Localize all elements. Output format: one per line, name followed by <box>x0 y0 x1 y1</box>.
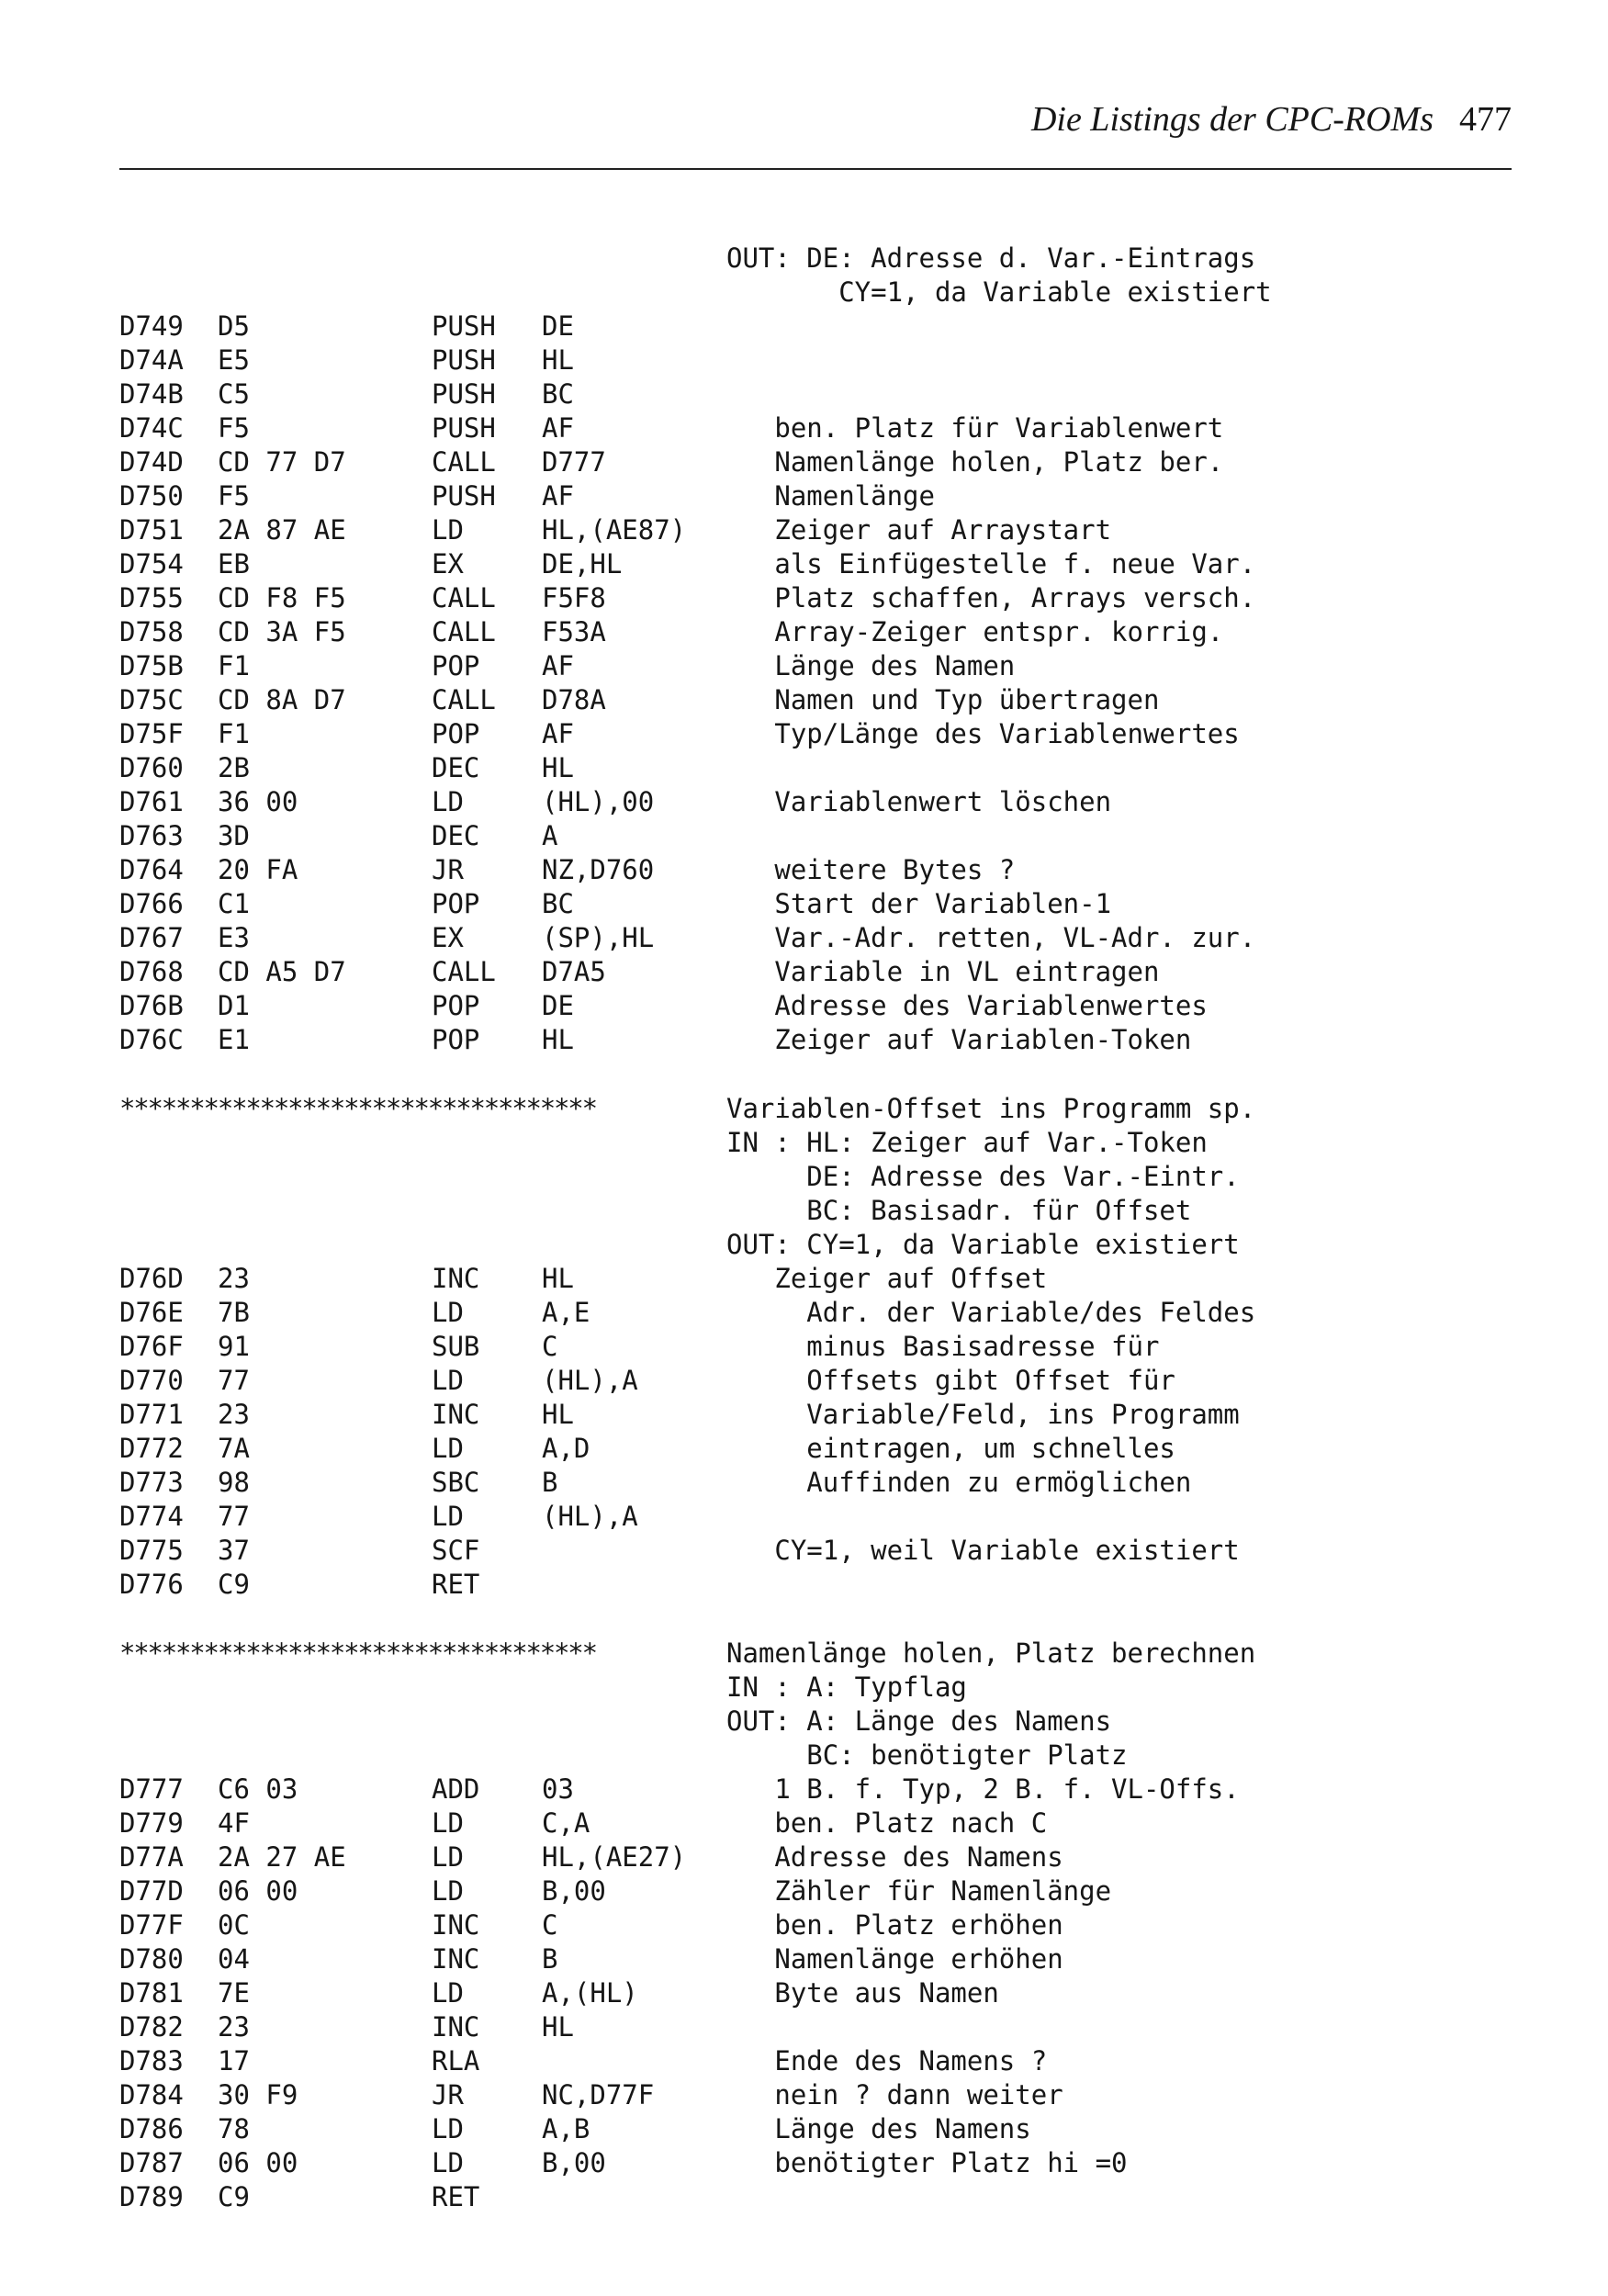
comment: OUT: CY=1, da Variable existiert <box>726 1229 1240 1260</box>
comment: CY=1, weil Variable existiert <box>726 1535 1240 1566</box>
hex-bytes: 04 <box>218 1943 250 1975</box>
mnemonic: LD <box>432 1365 464 1396</box>
listing-row <box>119 1330 1515 1364</box>
address: D782 <box>119 2011 184 2043</box>
listing-row <box>119 785 1515 819</box>
mnemonic: SUB <box>432 1331 480 1362</box>
operand: F5F8 <box>542 582 606 613</box>
comment: Variablenwert löschen <box>726 786 1112 817</box>
address: D74B <box>119 378 184 410</box>
comment: Byte aus Namen <box>726 1977 999 2009</box>
listing-row <box>119 276 1515 310</box>
comment: Offsets gibt Offset für <box>726 1365 1175 1396</box>
hex-bytes: 7A <box>218 1433 250 1464</box>
address: D770 <box>119 1365 184 1396</box>
address: D763 <box>119 820 184 851</box>
mnemonic: POP <box>432 990 480 1021</box>
listing-row <box>119 1739 1515 1773</box>
operand: B,00 <box>542 2147 606 2178</box>
listing-row <box>119 445 1515 479</box>
hex-bytes: C9 <box>218 2181 250 2212</box>
comment: Ende des Namens ? <box>726 2045 1048 2077</box>
listing-row <box>119 1568 1515 1602</box>
mnemonic: PUSH <box>432 344 496 376</box>
listing-row <box>119 1773 1515 1806</box>
hex-bytes: 2B <box>218 752 250 783</box>
address: D768 <box>119 956 184 987</box>
address: D751 <box>119 514 184 546</box>
address: D760 <box>119 752 184 783</box>
mnemonic: EX <box>432 922 464 953</box>
hex-bytes: F5 <box>218 480 250 512</box>
hex-bytes: F1 <box>218 718 250 749</box>
listing-row <box>119 1194 1515 1228</box>
comment: OUT: A: Länge des Namens <box>726 1705 1112 1737</box>
listing-row <box>119 377 1515 411</box>
comment: IN : A: Typflag <box>726 1671 967 1703</box>
mnemonic: LD <box>432 786 464 817</box>
listing-row <box>119 411 1515 445</box>
comment: als Einfügestelle f. neue Var. <box>726 548 1256 580</box>
address: D77A <box>119 1841 184 1873</box>
comment: Variablen-Offset ins Programm sp. <box>726 1093 1256 1124</box>
operand: B,00 <box>542 1875 606 1907</box>
mnemonic: POP <box>432 650 480 681</box>
hex-bytes: 2A 87 AE <box>218 514 346 546</box>
comment: BC: Basisadr. für Offset <box>726 1195 1192 1226</box>
section-header-row <box>119 1092 1515 1126</box>
mnemonic: LD <box>432 514 464 546</box>
listing-row <box>119 513 1515 547</box>
address: D779 <box>119 1807 184 1839</box>
mnemonic: PUSH <box>432 480 496 512</box>
operand: DE <box>542 990 574 1021</box>
listing-row <box>119 2078 1515 2112</box>
operand: C,A <box>542 1807 590 1839</box>
listing-row <box>119 242 1515 276</box>
comment: Adresse des Namens <box>726 1841 1063 1873</box>
hex-bytes: 06 00 <box>218 2147 298 2178</box>
comment: Adr. der Variable/des Feldes <box>726 1297 1256 1328</box>
comment: Länge des Namen <box>726 650 1016 681</box>
comment: Namenlänge holen, Platz ber. <box>726 446 1224 478</box>
hex-bytes: 23 <box>218 2011 250 2043</box>
header-rule <box>119 168 1512 170</box>
mnemonic: INC <box>432 1399 480 1430</box>
listing-row <box>119 887 1515 921</box>
address: D75B <box>119 650 184 681</box>
mnemonic: INC <box>432 2011 480 2043</box>
listing-row <box>119 2146 1515 2180</box>
comment: Variable in VL eintragen <box>726 956 1160 987</box>
address: D766 <box>119 888 184 919</box>
listing-row <box>119 683 1515 717</box>
mnemonic: RLA <box>432 2045 480 2077</box>
operand: C <box>542 1331 558 1362</box>
address: D772 <box>119 1433 184 1464</box>
address: D787 <box>119 2147 184 2178</box>
comment: Variable/Feld, ins Programm <box>726 1399 1240 1430</box>
mnemonic: RET <box>432 2181 480 2212</box>
hex-bytes: CD 8A D7 <box>218 684 346 715</box>
comment: Zeiger auf Arraystart <box>726 514 1112 546</box>
operand: C <box>542 1909 558 1941</box>
hex-bytes: 7E <box>218 1977 250 2009</box>
comment: DE: Adresse des Var.-Eintr. <box>726 1161 1240 1192</box>
mnemonic: RET <box>432 1569 480 1600</box>
mnemonic: JR <box>432 854 464 885</box>
address: D761 <box>119 786 184 817</box>
page-number: 477 <box>1459 100 1512 139</box>
listing-row <box>119 1942 1515 1976</box>
mnemonic: LD <box>432 1875 464 1907</box>
comment: 1 B. f. Typ, 2 B. f. VL-Offs. <box>726 1773 1240 1805</box>
listing-row <box>119 1160 1515 1194</box>
comment: ben. Platz für Variablenwert <box>726 412 1224 444</box>
listing-row <box>119 1296 1515 1330</box>
comment: Platz schaffen, Arrays versch. <box>726 582 1256 613</box>
mnemonic: JR <box>432 2079 464 2110</box>
hex-bytes: CD 77 D7 <box>218 446 346 478</box>
hex-bytes: 23 <box>218 1263 250 1294</box>
operand: HL,(AE27) <box>542 1841 687 1873</box>
address: D764 <box>119 854 184 885</box>
mnemonic: LD <box>432 1977 464 2009</box>
hex-bytes: 23 <box>218 1399 250 1430</box>
hex-bytes: CD A5 D7 <box>218 956 346 987</box>
operand: HL <box>542 1263 574 1294</box>
listing-row <box>119 751 1515 785</box>
listing-row <box>119 1874 1515 1908</box>
section-header-row <box>119 1637 1515 1671</box>
comment: CY=1, da Variable existiert <box>726 276 1272 308</box>
operand: HL <box>542 344 574 376</box>
listing-row <box>119 921 1515 955</box>
mnemonic: SCF <box>432 1535 480 1566</box>
operand: F53A <box>542 616 606 647</box>
operand: HL <box>542 2011 574 2043</box>
hex-bytes: D1 <box>218 990 250 1021</box>
operand: AF <box>542 718 574 749</box>
address: D755 <box>119 582 184 613</box>
operand: DE,HL <box>542 548 623 580</box>
comment: Zähler für Namenlänge <box>726 1875 1112 1907</box>
mnemonic: PUSH <box>432 310 496 342</box>
address: D780 <box>119 1943 184 1975</box>
operand: BC <box>542 888 574 919</box>
listing-row <box>119 1262 1515 1296</box>
comment: ben. Platz nach C <box>726 1807 1048 1839</box>
comment: minus Basisadresse für <box>726 1331 1160 1362</box>
address: D76F <box>119 1331 184 1362</box>
running-head <box>119 99 1512 154</box>
listing-row <box>119 1364 1515 1398</box>
hex-bytes: 91 <box>218 1331 250 1362</box>
listing-row <box>119 853 1515 887</box>
listing-row <box>119 1976 1515 2010</box>
address: D75F <box>119 718 184 749</box>
listing-row <box>119 2112 1515 2146</box>
listing-row <box>119 1228 1515 1262</box>
listing-row <box>119 1908 1515 1942</box>
hex-bytes: 4F <box>218 1807 250 1839</box>
address: D786 <box>119 2113 184 2144</box>
address: D76E <box>119 1297 184 1328</box>
hex-bytes: 37 <box>218 1535 250 1566</box>
listing-row <box>119 1432 1515 1466</box>
hex-bytes: 20 FA <box>218 854 298 885</box>
listing-row <box>119 343 1515 377</box>
comment: Typ/Länge des Variablenwertes <box>726 718 1240 749</box>
hex-bytes: C6 03 <box>218 1773 298 1805</box>
address: D777 <box>119 1773 184 1805</box>
address: D74C <box>119 412 184 444</box>
listing-row <box>119 717 1515 751</box>
listing-row <box>119 1500 1515 1534</box>
comment: Länge des Namens <box>726 2113 1031 2144</box>
operand: D777 <box>542 446 606 478</box>
operand: (SP),HL <box>542 922 655 953</box>
address: D771 <box>119 1399 184 1430</box>
hex-bytes: 78 <box>218 2113 250 2144</box>
hex-bytes: 7B <box>218 1297 250 1328</box>
operand: A,(HL) <box>542 1977 638 2009</box>
mnemonic: LD <box>432 2147 464 2178</box>
operand: A,E <box>542 1297 590 1328</box>
hex-bytes: E5 <box>218 344 250 376</box>
comment: Adresse des Variablenwertes <box>726 990 1208 1021</box>
listing-row <box>119 955 1515 989</box>
hex-bytes: CD 3A F5 <box>218 616 346 647</box>
hex-bytes: 98 <box>218 1467 250 1498</box>
listing-row <box>119 479 1515 513</box>
mnemonic: LD <box>432 2113 464 2144</box>
operand: HL <box>542 752 574 783</box>
listing-row <box>119 2180 1515 2214</box>
address: D781 <box>119 1977 184 2009</box>
listing-row <box>119 310 1515 343</box>
mnemonic: CALL <box>432 684 496 715</box>
operand: 03 <box>542 1773 574 1805</box>
address: D74D <box>119 446 184 478</box>
hex-bytes: C1 <box>218 888 250 919</box>
comment: nein ? dann weiter <box>726 2079 1063 2110</box>
address: D74A <box>119 344 184 376</box>
address: D76C <box>119 1024 184 1055</box>
operand: A,D <box>542 1433 590 1464</box>
listing-row <box>119 547 1515 581</box>
comment: OUT: DE: Adresse d. Var.-Eintrags <box>726 242 1256 274</box>
comment: eintragen, um schnelles <box>726 1433 1175 1464</box>
mnemonic: PUSH <box>432 412 496 444</box>
operand: DE <box>542 310 574 342</box>
address: D749 <box>119 310 184 342</box>
mnemonic: POP <box>432 1024 480 1055</box>
mnemonic: LD <box>432 1501 464 1532</box>
mnemonic: INC <box>432 1263 480 1294</box>
comment: Array-Zeiger entspr. korrig. <box>726 616 1224 647</box>
comment: Auffinden zu ermöglichen <box>726 1467 1192 1498</box>
address: D784 <box>119 2079 184 2110</box>
comment: Namenlänge erhöhen <box>726 1943 1063 1975</box>
listing-row <box>119 649 1515 683</box>
listing-row <box>119 1534 1515 1568</box>
comment: IN : HL: Zeiger auf Var.-Token <box>726 1127 1208 1158</box>
address: D776 <box>119 1569 184 1600</box>
assembly-listing <box>119 242 1515 2214</box>
hex-bytes: 0C <box>218 1909 250 1941</box>
mnemonic: LD <box>432 1433 464 1464</box>
operand: AF <box>542 650 574 681</box>
mnemonic: CALL <box>432 956 496 987</box>
hex-bytes: EB <box>218 548 250 580</box>
operand: A <box>542 820 558 851</box>
address: D775 <box>119 1535 184 1566</box>
operand: BC <box>542 378 574 410</box>
address: D76B <box>119 990 184 1021</box>
operand: NZ,D760 <box>542 854 655 885</box>
separator-stars: ********************************** <box>119 1093 596 1124</box>
listing-row <box>119 2044 1515 2078</box>
running-title: Die Listings der CPC-ROMs <box>1030 100 1434 139</box>
mnemonic: PUSH <box>432 378 496 410</box>
listing-gap <box>119 1602 1515 1637</box>
listing-gap <box>119 1057 1515 1092</box>
hex-bytes: C9 <box>218 1569 250 1600</box>
listing-row <box>119 1023 1515 1057</box>
hex-bytes: 17 <box>218 2045 250 2077</box>
listing-row <box>119 581 1515 615</box>
operand: HL <box>542 1024 574 1055</box>
operand: HL,(AE87) <box>542 514 687 546</box>
hex-bytes: 77 <box>218 1365 250 1396</box>
operand: NC,D77F <box>542 2079 655 2110</box>
operand: A,B <box>542 2113 590 2144</box>
hex-bytes: E3 <box>218 922 250 953</box>
hex-bytes: D5 <box>218 310 250 342</box>
address: D76D <box>119 1263 184 1294</box>
operand: (HL),A <box>542 1365 638 1396</box>
mnemonic: CALL <box>432 582 496 613</box>
mnemonic: CALL <box>432 616 496 647</box>
listing-row <box>119 989 1515 1023</box>
mnemonic: LD <box>432 1841 464 1873</box>
mnemonic: LD <box>432 1297 464 1328</box>
hex-bytes: CD F8 F5 <box>218 582 346 613</box>
listing-row <box>119 1398 1515 1432</box>
comment: Namen und Typ übertragen <box>726 684 1160 715</box>
address: D77F <box>119 1909 184 1941</box>
mnemonic: INC <box>432 1909 480 1941</box>
operand: (HL),00 <box>542 786 655 817</box>
hex-bytes: 3D <box>218 820 250 851</box>
hex-bytes: F1 <box>218 650 250 681</box>
hex-bytes: E1 <box>218 1024 250 1055</box>
operand: (HL),A <box>542 1501 638 1532</box>
address: D767 <box>119 922 184 953</box>
hex-bytes: 77 <box>218 1501 250 1532</box>
address: D750 <box>119 480 184 512</box>
listing-row <box>119 1126 1515 1160</box>
listing-row <box>119 1840 1515 1874</box>
comment: Zeiger auf Offset <box>726 1263 1048 1294</box>
comment: Zeiger auf Variablen-Token <box>726 1024 1192 1055</box>
address: D75C <box>119 684 184 715</box>
mnemonic: DEC <box>432 820 480 851</box>
operand: D7A5 <box>542 956 606 987</box>
operand: D78A <box>542 684 606 715</box>
hex-bytes: 36 00 <box>218 786 298 817</box>
mnemonic: LD <box>432 1807 464 1839</box>
mnemonic: ADD <box>432 1773 480 1805</box>
operand: HL <box>542 1399 574 1430</box>
listing-row <box>119 1466 1515 1500</box>
separator-stars: ********************************** <box>119 1638 596 1669</box>
mnemonic: DEC <box>432 752 480 783</box>
listing-row <box>119 1705 1515 1739</box>
mnemonic: INC <box>432 1943 480 1975</box>
operand: B <box>542 1943 558 1975</box>
hex-bytes: 06 00 <box>218 1875 298 1907</box>
comment: weitere Bytes ? <box>726 854 1016 885</box>
comment: Namenlänge holen, Platz berechnen <box>726 1638 1256 1669</box>
listing-row <box>119 819 1515 853</box>
hex-bytes: F5 <box>218 412 250 444</box>
address: D758 <box>119 616 184 647</box>
operand: AF <box>542 412 574 444</box>
hex-bytes: 2A 27 AE <box>218 1841 346 1873</box>
listing-row <box>119 1671 1515 1705</box>
comment: Var.-Adr. retten, VL-Adr. zur. <box>726 922 1256 953</box>
address: D773 <box>119 1467 184 1498</box>
hex-bytes: C5 <box>218 378 250 410</box>
mnemonic: CALL <box>432 446 496 478</box>
mnemonic: POP <box>432 718 480 749</box>
address: D754 <box>119 548 184 580</box>
comment: Start der Variablen-1 <box>726 888 1112 919</box>
listing-row <box>119 615 1515 649</box>
address: D774 <box>119 1501 184 1532</box>
operand: B <box>542 1467 558 1498</box>
comment: Namenlänge <box>726 480 935 512</box>
mnemonic: SBC <box>432 1467 480 1498</box>
mnemonic: POP <box>432 888 480 919</box>
listing-row <box>119 2010 1515 2044</box>
address: D783 <box>119 2045 184 2077</box>
comment: ben. Platz erhöhen <box>726 1909 1063 1941</box>
mnemonic: EX <box>432 548 464 580</box>
hex-bytes: 30 F9 <box>218 2079 298 2110</box>
comment: BC: benötigter Platz <box>726 1739 1128 1771</box>
operand: AF <box>542 480 574 512</box>
address: D789 <box>119 2181 184 2212</box>
comment: benötigter Platz hi =0 <box>726 2147 1128 2178</box>
address: D77D <box>119 1875 184 1907</box>
listing-row <box>119 1806 1515 1840</box>
